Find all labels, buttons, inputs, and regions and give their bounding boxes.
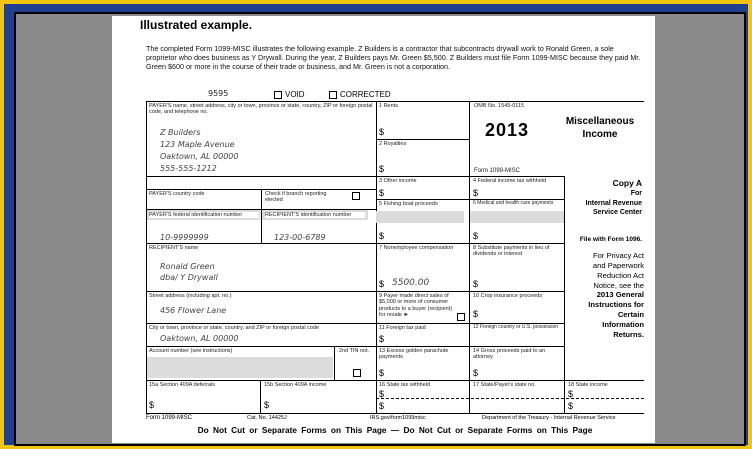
privacy-line-3: Reduction Act (597, 270, 644, 280)
box13-label: 13 Excess golden parachute payments (379, 348, 449, 361)
box14-label: 14 Gross proceeds paid to an attorney (473, 348, 546, 361)
payer-line-1: Z Builders (160, 128, 201, 137)
box15b-dollar: $ (264, 400, 270, 410)
box16-label: 16 State tax withheld (379, 382, 431, 388)
box8-dollar: $ (473, 279, 479, 289)
box18-dollar-1: $ (568, 389, 574, 399)
privacy-block (567, 251, 644, 340)
box13-dollar: $ (379, 368, 385, 378)
street-label: Street address (including apt. no.) (149, 293, 232, 299)
city-label: City or town, province or state, country, and ZIP or foreign postal code (149, 325, 320, 331)
form-code: 9595 (208, 89, 229, 98)
footer-form: Form 1099-MISC (146, 415, 193, 421)
box14-dollar: $ (473, 368, 479, 378)
void-label: VOID (285, 90, 305, 99)
payer-line-2: 123 Maple Avenue (160, 140, 235, 149)
box4-label: 4 Federal income tax withheld (473, 178, 547, 184)
tin-checkbox[interactable] (353, 369, 361, 377)
box18-dollar-2: $ (568, 401, 574, 411)
privacy-line-2: and Paperwork (592, 260, 644, 270)
box8-label: 8 Substitute payments in lieu of dividends or interest (473, 245, 550, 258)
privacy-line-1: For Privacy Act (592, 251, 644, 260)
recipient-id-label: RECIPIENT'S identification number (265, 212, 365, 218)
recipient-id-value: 123-00-6789 (274, 233, 326, 242)
corrected-checkbox[interactable] (329, 91, 337, 99)
payer-line-4: 555-555-1212 (160, 164, 217, 173)
box6-label: 6 Medical and health care payments (473, 200, 554, 206)
box12-label: 12 Foreign country or U.S. possession (473, 324, 559, 330)
void-checkbox[interactable] (274, 91, 282, 99)
general-line-2: Instructions for (588, 300, 644, 310)
box11-dollar: $ (379, 334, 385, 344)
general-line-1: 2013 General (596, 290, 644, 300)
box16-dollar-1: $ (379, 389, 385, 399)
file-with: File with Form 1096. (579, 236, 642, 243)
omb-number: OMB No. 1545-0115 (474, 103, 525, 109)
box16-dollar-2: $ (379, 401, 385, 411)
box2-label: 2 Royalties (379, 141, 407, 147)
corrected-label: CORRECTED (340, 90, 391, 99)
payer-fid-label: PAYER'S federal identification number (149, 212, 259, 218)
recipient-name: Ronald Green (160, 262, 215, 271)
general-line-4: Information (602, 320, 644, 330)
branch-checkbox[interactable] (352, 192, 360, 200)
tin-label: 2nd TIN not. (339, 348, 370, 354)
form-year: 2013 (485, 120, 530, 140)
privacy-line-4: Notice, see the (593, 280, 644, 290)
box4-dollar: $ (473, 188, 479, 198)
intro-paragraph: The completed Form 1099-MISC illustrates the following example. Z Builders is a contractor that subcontracts drywall work to Ronald Green, a sole proprietor who does business as Y Drywall. During the year, Z Builders pays Mr. Green $5,500. Z Builders must file Form 1099-MISC because they paid Mr. Green $600 or more in the course of their trade or business, and Mr. Green is not a corporation. (146, 44, 641, 72)
box9-label: 9 Payer made direct sales of $5,000 or more of consumer products to a buyer (recipient) for resale ► (379, 293, 453, 318)
footer-dept: Department of the Treasury - Internal Revenue Service (482, 415, 616, 421)
account-label: Account number (see instructions) (149, 348, 233, 354)
box6-dollar: $ (473, 231, 479, 241)
box11-label: 11 Foreign tax paid (379, 325, 426, 331)
box15a-dollar: $ (149, 400, 155, 410)
recipient-dba: dba/ Y Drywall (160, 273, 218, 282)
box15b-label: 15b Section 409A income (264, 382, 327, 388)
box9-checkbox[interactable] (457, 313, 465, 321)
box3-label: 3 Other income (379, 178, 417, 184)
street-value: 456 Flower Lane (160, 306, 227, 315)
copy-for: For (630, 190, 642, 197)
page-heading: Illustrated example. (140, 18, 253, 32)
payer-country-label: PAYER'S country code (149, 191, 205, 197)
box3-dollar: $ (379, 188, 385, 198)
irs-line-2: Service Center (592, 209, 642, 216)
payer-fid-value: 10-9999999 (160, 233, 209, 242)
general-line-5: Returns. (613, 329, 644, 339)
inner-panel (14, 12, 746, 446)
box18-label: 18 State income (568, 382, 608, 388)
box15a-label: 15a Section 409A deferrals (149, 382, 216, 388)
form-name: Form 1099-MISC (474, 168, 521, 174)
title-line-1: Miscellaneous (565, 116, 635, 127)
footer-cat: Cat. No. 14425J (247, 415, 287, 421)
footer-url: IRS.gov/form1099misc (370, 415, 426, 421)
payer-line-3: Oaktown, AL 00000 (160, 152, 239, 161)
branch-label: Check if branch reporting elected (265, 191, 327, 204)
payer-label: PAYER'S name, street address, city or town, province or state, country, ZIP or foreign postal code, and telephone no. (149, 103, 373, 116)
city-value: Oaktown, AL 00000 (160, 334, 239, 343)
recipient-name-label: RECIPIENT'S name (149, 245, 199, 251)
box5-label: 5 Fishing boat proceeds (379, 201, 438, 207)
box1-label: 1 Rents (379, 103, 398, 109)
box10-label: 10 Crop insurance proceeds (473, 293, 543, 299)
box7-value: 5500.00 (392, 278, 430, 288)
do-not-cut: Do Not Cut or Separate Forms on This Page — Do Not Cut or Separate Forms on This Page (197, 425, 593, 435)
box10-dollar: $ (473, 309, 479, 319)
copy-a: Copy A (612, 178, 642, 188)
general-line-3: Certain (617, 310, 644, 320)
box2-dollar: $ (379, 164, 385, 174)
box5-dollar: $ (379, 231, 385, 241)
box1-dollar: $ (379, 127, 385, 137)
box17-label: 17 State/Payer's state no. (473, 382, 536, 388)
irs-line-1: Internal Revenue (585, 200, 642, 207)
box7-dollar: $ (379, 279, 385, 289)
form-page (112, 16, 655, 443)
box7-label: 7 Nonemployee compensation (379, 245, 454, 251)
title-line-2: Income (582, 129, 618, 140)
